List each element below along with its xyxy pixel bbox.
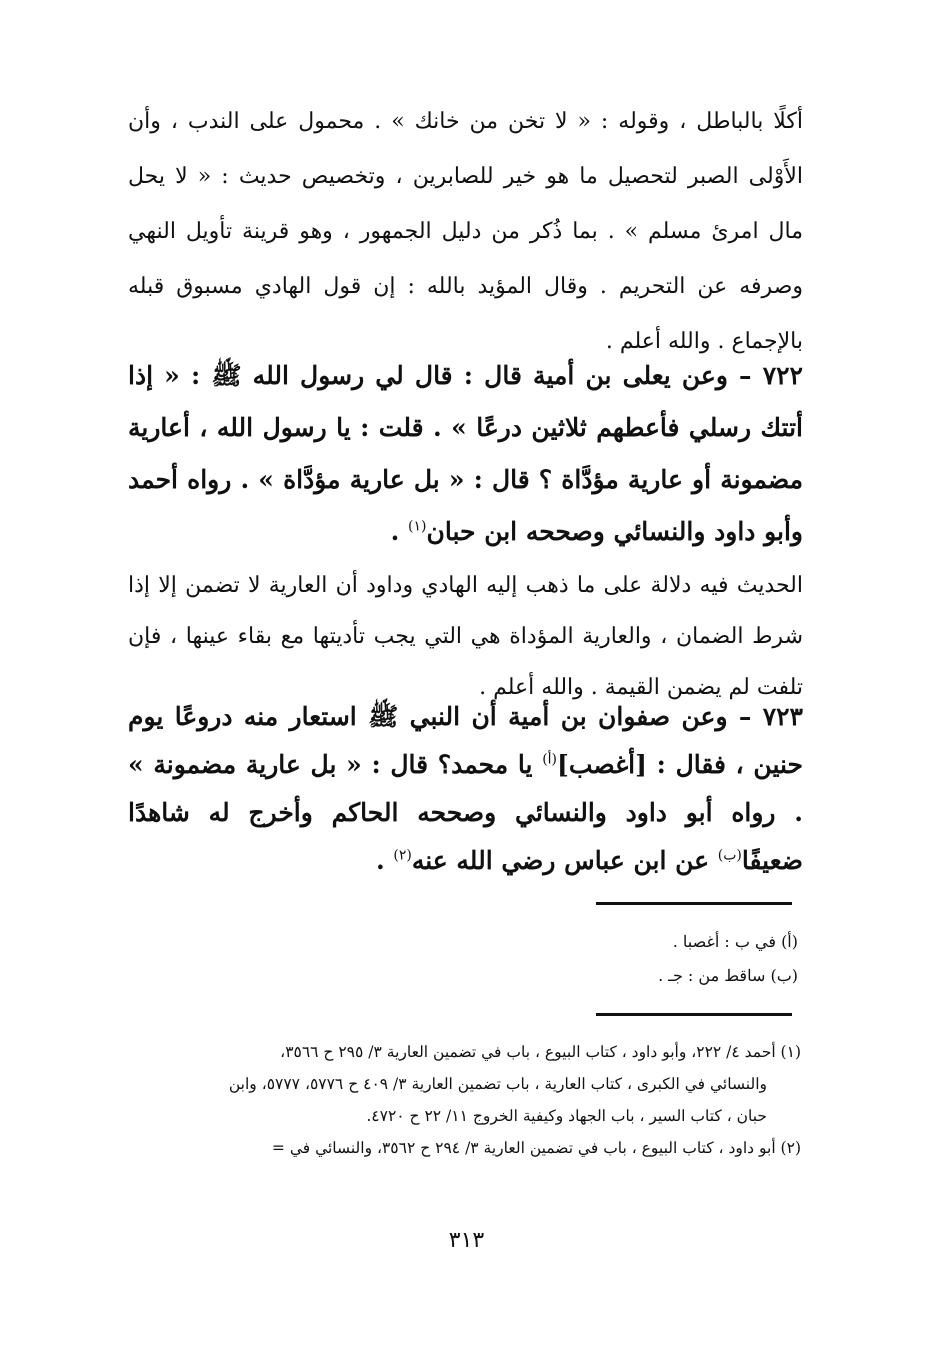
variant-note-b: (ب) ساقط من : جـ . bbox=[658, 966, 798, 985]
footnote-1-line-2: والنسائي في الكبرى ، كتاب العارية ، باب تضمين العارية ٣/ ٤٠٩ ح ٥٧٧٦، ٥٧٧٧، وابن bbox=[228, 1075, 767, 1093]
hadith-end: . bbox=[390, 517, 409, 546]
footnote-ref-2[interactable]: (٢) bbox=[393, 847, 412, 864]
variant-ref-b[interactable]: (ب) bbox=[717, 847, 742, 864]
footnote-ref-1[interactable]: (١) bbox=[408, 518, 427, 535]
footnote-1-line-3: حبان ، كتاب السير ، باب الجهاد وكيفية الخروج ١١/ ٢٢ ح ٤٧٢٠. bbox=[366, 1107, 767, 1125]
footnote-1-line-1: (١) أحمد ٤/ ٢٢٢، وأبو داود ، كتاب البيوع ، باب في تضمين العارية ٣/ ٢٩٥ ح ٣٥٦٦، bbox=[280, 1043, 801, 1061]
paragraph-text: الحديث فيه دلالة على ما ذهب إليه الهادي وداود أن العارية لا تضمن إلا إذا شرط الضمان ، والعارية المؤداة هي التي يجب تأديتها مع بقاء عينها ، فإن تلفت لم يضمن القيمة . والله أعلم . bbox=[128, 573, 803, 700]
hadith-722 bbox=[128, 350, 803, 558]
hadith-text bbox=[128, 350, 803, 558]
hadith-body-a: ٧٢٣ – وعن صفوان بن أمية أن النبي ﷺ استعار منه دروعًا يوم حنين ، فقال : [أغصب] bbox=[128, 702, 803, 779]
hadith-723 bbox=[128, 693, 803, 885]
hadith-end: . bbox=[375, 846, 394, 875]
footnotes bbox=[128, 1036, 801, 1164]
footnotes-divider bbox=[596, 1013, 792, 1016]
variant-notes-divider bbox=[596, 902, 792, 905]
paragraph-text: أكلًا بالباطل ، وقوله : « لا تخن من خانك » . محمول على الندب ، وأن الأَوْلى الصبر لتحصيل ما هو خير للصابرين ، وتخصيص حديث : « لا يحل مال امرئ مسلم » . بما ذُكر من دليل الجمهور ، وهو قرينة تأويل النهي وصرفه عن التحريم . وقال المؤيد بالله : إن قول الهادي مسبوق قبله بالإجماع . والله أعلم . bbox=[128, 109, 803, 354]
page-number: ٣١٣ bbox=[448, 1228, 485, 1253]
hadith-body: ٧٢٢ – وعن يعلى بن أمية قال : قال لي رسول الله ﷺ : « إذا أتتك رسلي فأعطهم ثلاثين درعًا » . قلت : يا رسول الله ، أعارية مضمونة أو عارية مؤدَّاة ؟ قال : « بل عارية مؤدَّاة » . رواه أحمد وأبو داود والنسائي وصححه ابن حبان bbox=[128, 361, 803, 546]
footnote-2-line-1: (٢) أبو داود ، كتاب البيوع ، باب في تضمين العارية ٣/ ٢٩٤ ح ٣٥٦٢، والنسائي في = bbox=[271, 1139, 801, 1157]
variant-notes bbox=[128, 925, 798, 993]
variant-ref-a[interactable]: (أ) bbox=[542, 751, 558, 768]
commentary-paragraph-2 bbox=[128, 560, 803, 713]
commentary-paragraph-1 bbox=[128, 94, 803, 369]
hadith-text bbox=[128, 693, 803, 885]
hadith-body-c: عن ابن عباس رضي الله عنه bbox=[411, 846, 718, 875]
variant-note-a: (أ) في ب : أغصبا . bbox=[672, 932, 798, 951]
hadith-body-b: يا محمد؟ قال : « بل عارية مضمونة » . رواه أبو داود والنسائي وصححه الحاكم وأخرج له شاهدًا ضعيفًا bbox=[128, 750, 803, 875]
